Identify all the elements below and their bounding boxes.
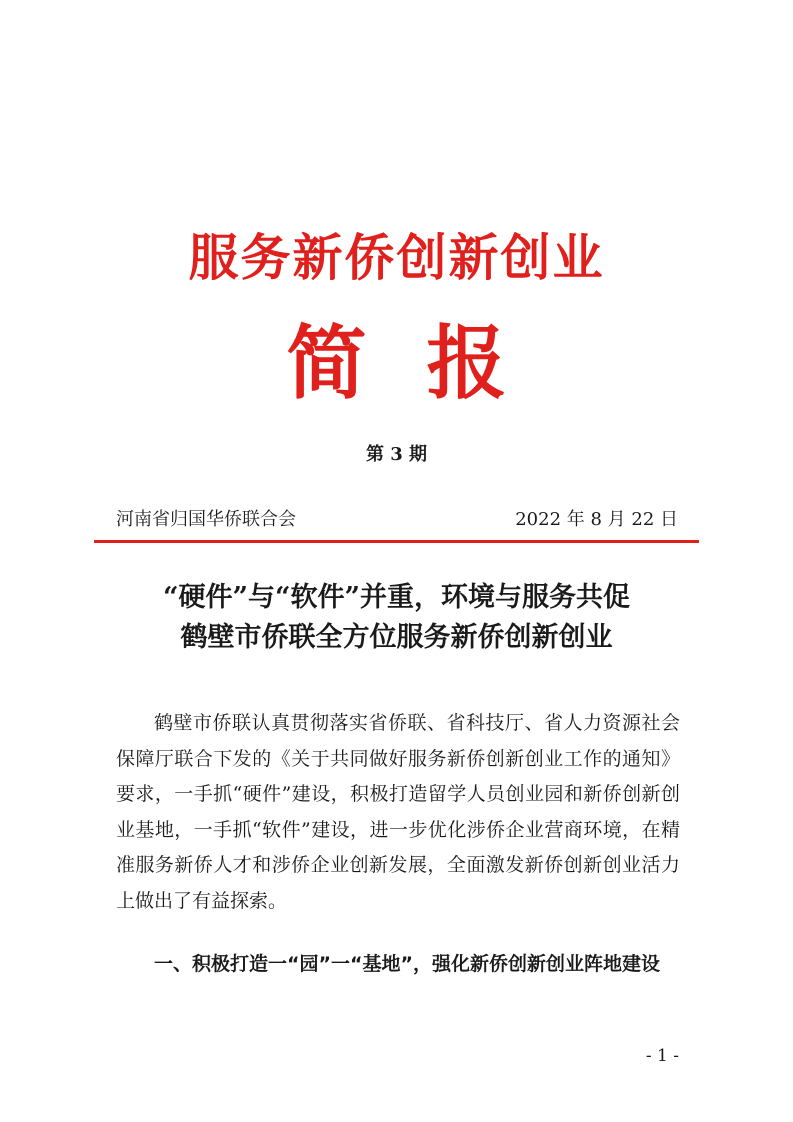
body-paragraph: 鹤壁市侨联认真贯彻落实省侨联、省科技厅、省人力资源社会保障厅联合下发的《关于共同做好服务新侨创新创业工作的通知》要求，一手抓“硬件”建设，积极打造留学人员创业园和新侨创新创业基地，一手抓“软件”建设，进一步优化涉侨企业营商环境，在精准服务新侨人才和涉侨企业创新发展，全面激发新侨创新创业活力上做出了有益探索。 xyxy=(116,712,680,912)
red-divider-rule xyxy=(94,540,699,543)
article-title-line-2: 鹤壁市侨联全方位服务新侨创新创业 xyxy=(180,622,613,653)
masthead-subtitle: 简报 xyxy=(286,316,567,410)
article-title-line-1: “硬件”与“软件”并重，环境与服务共促 xyxy=(162,582,631,613)
issue-number: 第 3 期 xyxy=(365,444,428,465)
page-number: - 1 - xyxy=(645,1046,679,1066)
section-heading: 一、积极打造一“园”一“基地”，强化新侨创新创业阵地建设 xyxy=(154,953,660,975)
issuing-organization: 河南省归国华侨联合会 xyxy=(116,509,296,530)
masthead-title: 服务新侨创新创业 xyxy=(188,228,605,287)
issue-date: 2022 年 8 月 22 日 xyxy=(515,509,678,530)
